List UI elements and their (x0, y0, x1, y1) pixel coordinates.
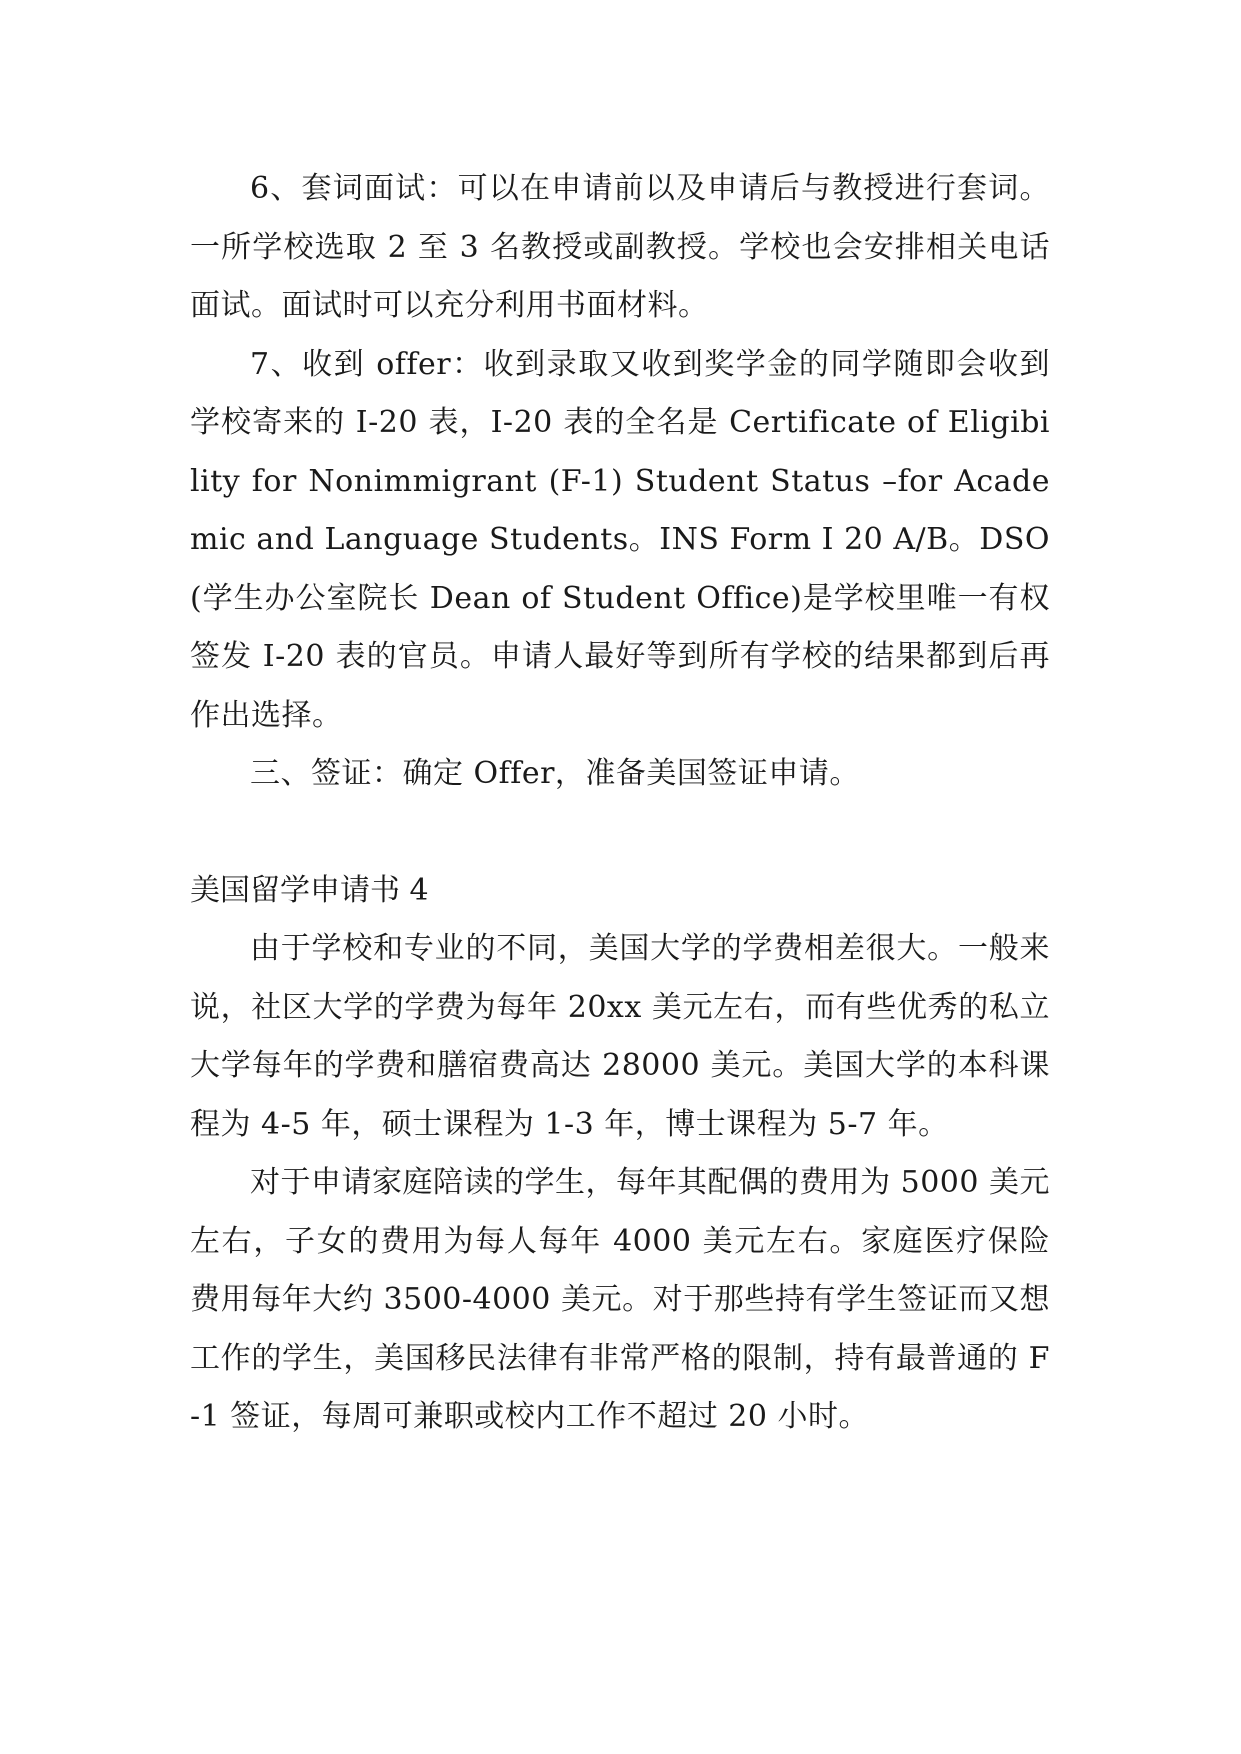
document-page (190, 160, 1050, 1447)
paragraph-tuition: 由于学校和专业的不同，美国大学的学费相差很大。一般来说，社区大学的学费为每年 20xx 美元左右，而有些优秀的私立大学每年的学费和膳宿费高达 28000 美元。美国大学的本科课程为 4-5 年，硕士课程为 1-3 年，博士课程为 5-7 年。 (190, 931, 1050, 1142)
paragraph-visa: 三、签证：确定 Offer，准备美国签证申请。 (250, 756, 860, 791)
section-title: 美国留学申请书 4 (190, 872, 429, 908)
paragraph-family-costs: 对于申请家庭陪读的学生，每年其配偶的费用为 5000 美元左右，子女的费用为每人每年 4000 美元左右。家庭医疗保险费用每年大约 3500-4000 美元。对于那些持有学生签证而又想工作的学生，美国移民法律有非常严格的限制，持有最普通的 F-1 签证，每周可兼职或校内工作不超过 20 小时。 (190, 1165, 1050, 1434)
paragraph-interview: 6、套词面试：可以在申请前以及申请后与教授进行套词。一所学校选取 2 至 3 名教授或副教授。学校也会安排相关电话面试。面试时可以充分利用书面材料。 (190, 171, 1050, 323)
section-gap (190, 804, 1050, 862)
paragraph-offer: 7、收到 offer：收到录取又收到奖学金的同学随即会收到学校寄来的 I-20 表，I-20 表的全名是 Certificate of Eligibility for Nonimmigrant (F-1) Student Status –for Academic and Language Students。INS Form I 20 A/B。DSO(学生办公室院长 Dean of Student Office)是学校里唯一有权签发 I-20 表的官员。申请人最好等到所有学校的结果都到后再作出选择。 (190, 346, 1050, 733)
